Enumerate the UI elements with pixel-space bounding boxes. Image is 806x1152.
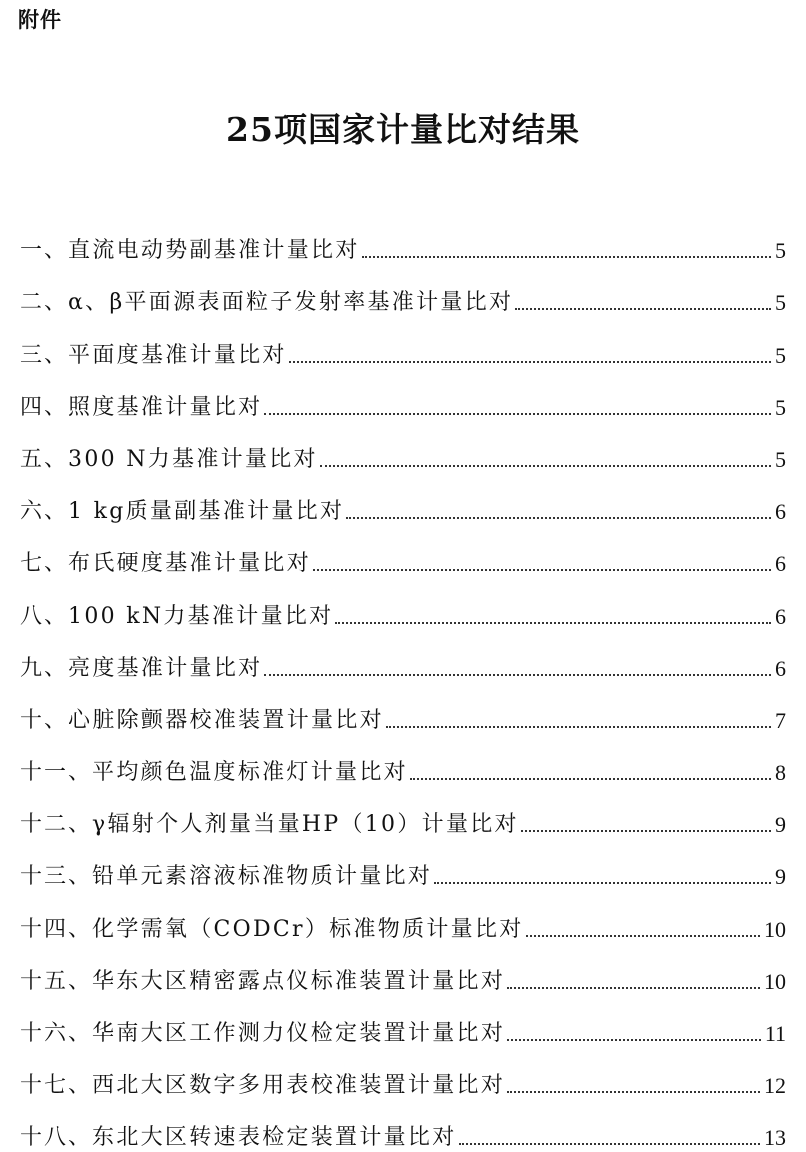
toc-entry-title: α、β平面源表面粒子发射率基准计量比对: [68, 290, 514, 316]
toc-entry-number: 一、: [20, 238, 69, 264]
dot-leader: [346, 516, 771, 519]
toc-entry-title: 东北大区转速表检定装置计量比对: [92, 1125, 457, 1151]
toc-entry-title: γ辐射个人剂量当量HP（10）计量比对: [92, 812, 519, 838]
toc-entry-page: 5: [775, 394, 786, 420]
toc-entry-title: 铅单元素溶液标准物质计量比对: [92, 864, 433, 890]
toc-entry-number: 十一、: [20, 760, 93, 786]
toc-entry-11[interactable]: [20, 735, 786, 787]
toc-entry-title: 照度基准计量比对: [68, 394, 263, 420]
toc-entry-page: 5: [775, 446, 786, 472]
toc-entry-number: 三、: [20, 342, 69, 368]
toc-entry-title: 平面度基准计量比对: [68, 342, 287, 368]
toc-entry-page: 5: [775, 290, 786, 316]
table-of-contents: [20, 213, 786, 1152]
toc-entry-page: 5: [775, 238, 786, 264]
toc-entry-title: 西北大区数字多用表校准装置计量比对: [92, 1073, 506, 1099]
toc-entry-number: 二、: [20, 290, 69, 316]
dot-leader: [515, 307, 771, 310]
document-title: 25项国家计量比对结果: [226, 110, 580, 149]
toc-entry-number: 七、: [20, 551, 69, 577]
dot-leader: [410, 777, 771, 780]
toc-entry-number: 十七、: [20, 1073, 93, 1099]
toc-entry-2[interactable]: [20, 265, 786, 317]
dot-leader: [264, 412, 771, 415]
toc-entry-title: 平均颜色温度标准灯计量比对: [92, 760, 408, 786]
dot-leader: [507, 1038, 761, 1041]
dot-leader: [313, 568, 771, 571]
toc-entry-page: 9: [775, 864, 786, 890]
toc-entry-page: 10: [764, 968, 786, 994]
attachment-label: 附件: [18, 8, 62, 32]
toc-entry-number: 六、: [20, 499, 69, 525]
toc-entry-page: 6: [775, 603, 786, 629]
toc-entry-9[interactable]: [20, 631, 786, 683]
toc-entry-title: 心脏除颤器校准装置计量比对: [68, 707, 384, 733]
toc-entry-number: 八、: [20, 603, 69, 629]
dot-leader: [320, 464, 771, 467]
dot-leader: [264, 673, 771, 676]
toc-entry-title: 300 N力基准计量比对: [68, 446, 318, 472]
toc-entry-number: 十三、: [20, 864, 93, 890]
toc-entry-number: 十六、: [20, 1021, 93, 1046]
toc-entry-number: 十八、: [20, 1125, 93, 1151]
toc-entry-16[interactable]: [20, 996, 786, 1048]
toc-entry-8[interactable]: [20, 578, 786, 630]
toc-entry-title: 化学需氧（CODCr）标准物质计量比对: [92, 916, 524, 942]
toc-entry-title: 华南大区工作测力仪检定装置计量比对: [92, 1021, 506, 1046]
toc-entry-1[interactable]: [20, 213, 786, 265]
toc-entry-number: 十四、: [20, 916, 93, 942]
toc-entry-12[interactable]: [20, 787, 786, 839]
toc-entry-number: 九、: [20, 655, 69, 681]
dot-leader: [507, 1090, 760, 1093]
dot-leader: [526, 934, 760, 937]
toc-entry-number: 十五、: [20, 968, 93, 994]
dot-leader: [386, 725, 771, 728]
dot-leader: [362, 255, 771, 258]
toc-entry-title: 布氏硬度基准计量比对: [68, 551, 312, 577]
toc-entry-page: 6: [775, 551, 786, 577]
toc-entry-4[interactable]: [20, 370, 786, 422]
toc-entry-number: 十二、: [20, 812, 93, 838]
toc-entry-title: 1 kg质量副基准计量比对: [68, 499, 345, 525]
toc-entry-title: 亮度基准计量比对: [68, 655, 263, 681]
toc-entry-13[interactable]: [20, 839, 786, 891]
dot-leader: [434, 881, 771, 884]
toc-entry-page: 11: [764, 1021, 786, 1046]
toc-entry-18[interactable]: [20, 1100, 786, 1152]
toc-entry-14[interactable]: [20, 891, 786, 943]
toc-entry-page: 7: [775, 707, 786, 733]
dot-leader: [335, 621, 771, 624]
toc-entry-page: 5: [775, 342, 786, 368]
toc-entry-10[interactable]: [20, 683, 786, 735]
toc-entry-page: 13: [764, 1125, 786, 1151]
toc-entry-title: 直流电动势副基准计量比对: [68, 238, 360, 264]
toc-entry-6[interactable]: [20, 474, 786, 526]
toc-entry-5[interactable]: [20, 422, 786, 474]
toc-entry-title: 100 kN力基准计量比对: [68, 603, 334, 629]
toc-entry-page: 10: [764, 916, 786, 942]
toc-entry-3[interactable]: [20, 317, 786, 369]
dot-leader: [507, 986, 760, 989]
toc-entry-page: 6: [775, 655, 786, 681]
toc-entry-title: 华东大区精密露点仪标准装置计量比对: [92, 968, 506, 994]
toc-entry-17[interactable]: [20, 1048, 786, 1100]
toc-entry-page: 9: [775, 812, 786, 838]
toc-entry-page: 12: [764, 1073, 786, 1099]
dot-leader: [459, 1142, 760, 1145]
dot-leader: [289, 360, 771, 363]
toc-entry-number: 十、: [20, 707, 69, 733]
toc-entry-number: 四、: [20, 394, 69, 420]
dot-leader: [521, 829, 771, 832]
toc-entry-7[interactable]: [20, 526, 786, 578]
toc-entry-number: 五、: [20, 446, 69, 472]
toc-entry-page: 6: [775, 499, 786, 525]
toc-entry-15[interactable]: [20, 944, 786, 996]
toc-entry-page: 8: [775, 760, 786, 786]
